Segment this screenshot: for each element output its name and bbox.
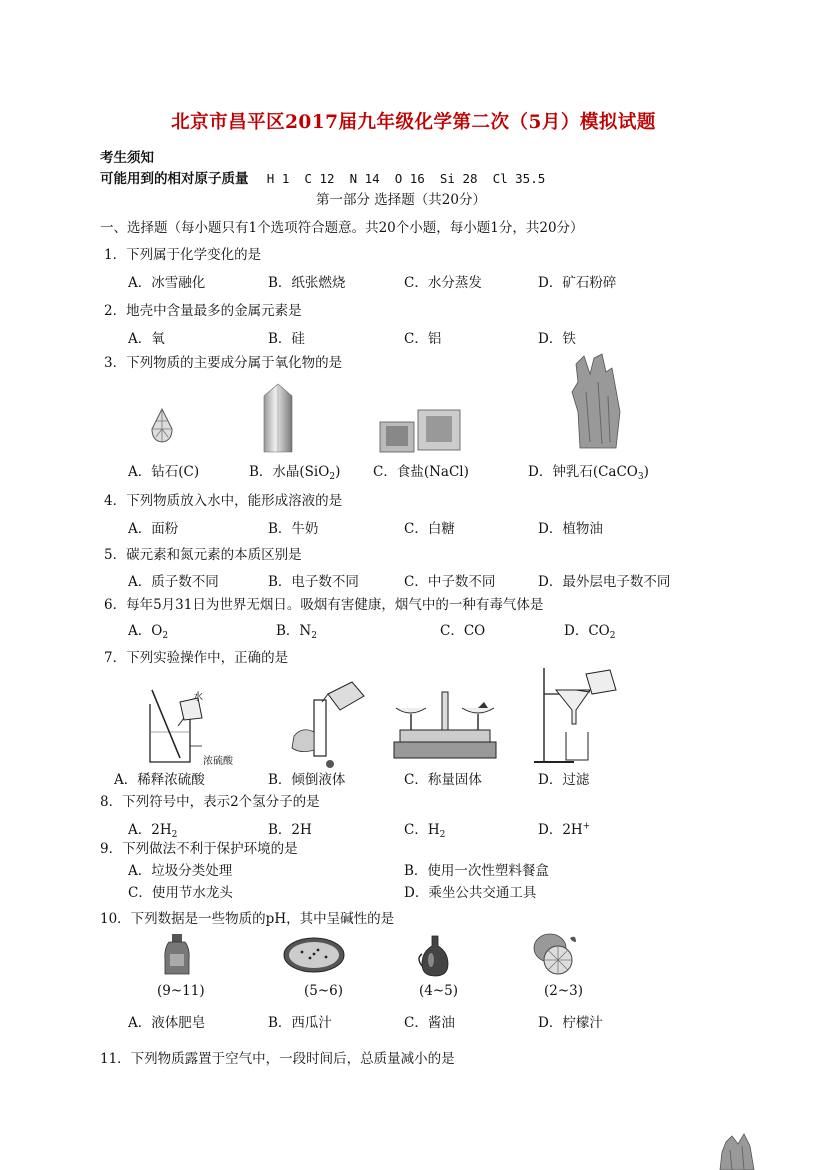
notice-heading: 考生须知 [100, 150, 154, 166]
diamond-image [150, 407, 174, 445]
q7-stem: 7．下列实验操作中，正确的是 [104, 650, 289, 666]
q3-option-c: C．食盐(NaCl) [373, 464, 469, 480]
q5-option-d: D．最外层电子数不同 [538, 574, 671, 590]
q9-stem: 9．下列做法不利于保护环境的是 [100, 841, 298, 857]
q9-option-a: A．垃圾分类处理 [128, 863, 233, 879]
corner-stalactite-image [716, 1132, 756, 1170]
q4-option-a: A．面粉 [128, 521, 179, 537]
salt-image [378, 408, 464, 452]
q3-option-d: D．钟乳石(CaCO$_3$) [528, 464, 649, 482]
q2-option-c: C．铝 [404, 331, 442, 347]
q8-stem: 8．下列符号中，表示2个氢分子的是 [100, 794, 320, 810]
atomic-mass-values: H 1 C 12 N 14 O 16 Si 28 Cl 35.5 [266, 171, 546, 186]
q7-option-b: B．倾倒液体 [268, 772, 346, 788]
q1-option-a: A．冰雪融化 [128, 275, 206, 291]
q6-option-b: B．$N_2$ [276, 623, 317, 641]
q4-option-b: B．牛奶 [268, 521, 319, 537]
q7-option-a: A．稀释浓硫酸 [114, 772, 205, 788]
q8-option-d: D．2H+ [538, 821, 591, 838]
q7-label-acid: 浓硫酸 [203, 756, 233, 767]
q2-option-b: B．硅 [268, 331, 305, 347]
q5-option-b: B．电子数不同 [268, 574, 359, 590]
q5-option-a: A．质子数不同 [128, 574, 219, 590]
q7-option-d: D．过滤 [538, 772, 590, 788]
q2-option-d: D．铁 [538, 331, 576, 347]
q4-option-d: D．植物油 [538, 521, 603, 537]
q6-option-a: A．$O_2$ [128, 623, 169, 641]
filtration-diagram [530, 664, 626, 766]
q10-option-b: B．西瓜汁 [268, 1015, 332, 1031]
section1-heading: 一、选择题（每小题只有1个选项符合题意。共20个小题，每小题1分，共20分） [100, 220, 584, 236]
crystal-image [258, 382, 298, 454]
balance-diagram [392, 686, 498, 762]
q5-stem: 5．碳元素和氮元素的本质区别是 [104, 547, 302, 563]
q10-stem: 10．下列数据是一些物质的pH，其中呈碱性的是 [100, 911, 395, 927]
q5-option-c: C．中子数不同 [404, 574, 496, 590]
q9-option-c: C．使用节水龙头 [128, 885, 233, 901]
q8-option-b: B．2H [268, 822, 312, 838]
q10-ph-d: (2~3) [544, 983, 584, 999]
q1-stem: 1．下列属于化学变化的是 [104, 247, 262, 263]
q1-option-b: B．纸张燃烧 [268, 275, 346, 291]
stalactite-image [568, 352, 624, 450]
watermelon-image [282, 936, 346, 974]
q10-option-a: A．液体肥皂 [128, 1015, 206, 1031]
q10-option-d: D．柠檬汁 [538, 1015, 603, 1031]
q6-stem: 6．每年5月31日为世界无烟日。吸烟有害健康，烟气中的一种有毒气体是 [104, 597, 544, 613]
q2-option-a: A．氧 [128, 331, 165, 347]
page-title: 北京市昌平区2017届九年级化学第二次（5月）模拟试题 [171, 112, 656, 133]
q8-option-a: A．$2H_2$ [128, 822, 178, 840]
q10-ph-a: (9~11) [157, 983, 205, 999]
soy-sauce-jug-image [418, 934, 452, 978]
q3-option-b: B．水晶(SiO$_2$) [249, 464, 341, 482]
lemon-image [530, 930, 578, 976]
q11-stem: 11．下列物质露置于空气中，一段时间后，总质量减小的是 [100, 1051, 455, 1067]
q10-option-c: C．酱油 [404, 1015, 455, 1031]
q1-option-c: C．水分蒸发 [404, 275, 482, 291]
q10-ph-b: (5~6) [304, 983, 344, 999]
q8-option-c: C．$H_2$ [404, 822, 446, 840]
q7-label-water: 水 [193, 692, 203, 703]
q7-option-c: C．称量固体 [404, 772, 482, 788]
q1-option-d: D．矿石粉碎 [538, 275, 617, 291]
q3-option-a: A．钻石(C) [128, 464, 200, 480]
q9-option-b: B．使用一次性塑料餐盒 [404, 863, 549, 879]
q4-option-c: C．白糖 [404, 521, 455, 537]
q10-ph-c: (4~5) [419, 983, 459, 999]
part-title: 第一部分 选择题（共20分） [316, 192, 486, 208]
q2-stem: 2．地壳中含量最多的金属元素是 [104, 303, 302, 319]
q9-option-d: D．乘坐公共交通工具 [404, 885, 537, 901]
atomic-mass-label: 可能用到的相对原子质量 [100, 171, 249, 187]
atomic-mass-line [100, 167, 545, 187]
pour-liquid-diagram [282, 680, 368, 770]
soap-bottle-image [163, 932, 191, 976]
q3-stem: 3．下列物质的主要成分属于氧化物的是 [104, 355, 343, 371]
q6-option-d: D．$CO_2$ [564, 623, 616, 641]
q4-stem: 4．下列物质放入水中，能形成溶液的是 [104, 493, 343, 509]
q6-option-c: C．CO [440, 623, 486, 639]
